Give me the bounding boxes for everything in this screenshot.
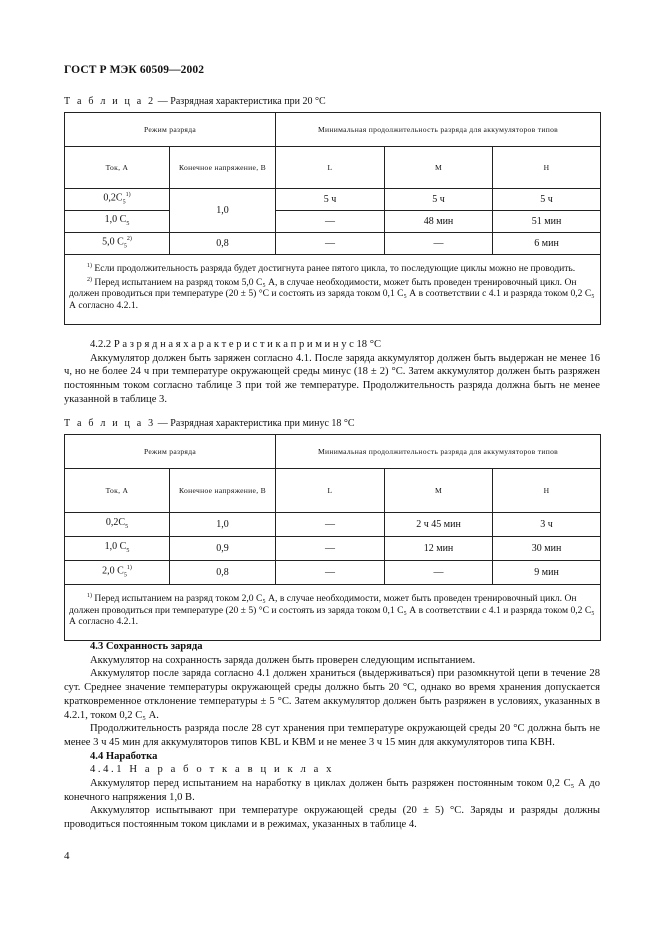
table2-col-M: M: [385, 147, 493, 189]
table2-r1-current: $0,2C_5^{1)}$: [65, 189, 170, 211]
page-number: 4: [64, 850, 70, 862]
table3-note1: $^{1)}$ Перед испытанием на разряд током 2,0 C₅ А, в случае необходимости, может быть проведен тренировочный цикл. Он должен проводиться при температуре (20 ± 5) °С и состоять из заряда током 0,1 C₅ А в соответствии с 4.1 и разряда током 0,2 C₅ А согласно 4.2.1.: [69, 593, 595, 627]
document-header: ГОСТ Р МЭК 60509—2002: [64, 64, 205, 76]
table3-r3-L: —: [276, 561, 385, 585]
table3-caption: [64, 418, 355, 429]
table3-r3-current: 2,0 $C_5^{1)}$: [65, 561, 170, 585]
table3-col-current: Ток, А: [65, 469, 170, 513]
table3: [64, 434, 601, 641]
table2-col-H: H: [493, 147, 601, 189]
section-4-4-p1: Аккумулятор перед испытанием на наработку в циклах должен быть разряжен постоянным током 0,2 C₅ А до конечного напряжения 1,0 В.: [64, 778, 600, 803]
table3-r2-voltage: 0,9: [170, 537, 276, 561]
table3-r1-L: —: [276, 513, 385, 537]
table2-col-L: L: [276, 147, 385, 189]
section-4-3-p3: Продолжительность разряда после 28 сут хранения при температуре окружающей среды 20 °С должна быть не менее 3 ч 45 мин для аккумуляторов типов KBL и KBM и не менее 3 ч 15 мин для аккумуляторов типа KBH.: [64, 723, 600, 748]
section-4-2-2: [64, 338, 600, 407]
section-4-4-1-title: 4.4.1 Н а р а б о т к а в ц и к л а х: [90, 764, 335, 776]
section-4-3-p1: Аккумулятор на сохранность заряда должен быть проверен следующим испытанием.: [90, 654, 476, 666]
table2-r3-M: —: [385, 233, 493, 255]
table2-r1-M: 5 ч: [385, 189, 493, 211]
table3-notes: [65, 585, 601, 641]
table2-note1: $^{1)}$ Если продолжительность разряда будет достигнута ранее пятого цикла, то последующие циклы можно не проводить.: [87, 263, 576, 275]
section-4-2-2-title: 4.2.2 Р а з р я д н а я х а р а к т е р и с т и к а п р и м и н у с 18 °С: [90, 339, 382, 350]
table2-head-min: Минимальная продолжительность разряда для аккумуляторов типов: [276, 113, 601, 147]
table2-caption-text: — Разрядная характеристика при 20 °С: [155, 96, 326, 107]
table3-head-min: Минимальная продолжительность разряда для аккумуляторов типов: [276, 435, 601, 469]
table3-r1-H: 3 ч: [493, 513, 601, 537]
section-4-4-p2: Аккумулятор испытывают при температуре окружающей среды (20 ± 5) °С. Заряды и разряды должны проводиться постоянным током циклами и в режимах, указанных в таблице 4.: [64, 805, 600, 831]
table2-r2-H: 51 мин: [493, 211, 601, 233]
table2-head-mode: Режим разряда: [65, 113, 276, 147]
table3-r2-M: 12 мин: [385, 537, 493, 561]
table2-r3-voltage: 0,8: [170, 233, 276, 255]
table3-r1-current: $0,2C_5$: [65, 513, 170, 537]
table2-r2-L: —: [276, 211, 385, 233]
table3-col-M: M: [385, 469, 493, 513]
table2-r3-L: —: [276, 233, 385, 255]
table2-col-current: Ток, А: [65, 147, 170, 189]
table3-r2-H: 30 мин: [493, 537, 601, 561]
section-4-4-title: 4.4 Наработка: [90, 750, 158, 762]
table3-caption-text: — Разрядная характеристика при минус 18 °С: [155, 418, 355, 429]
table3-r1-voltage: 1,0: [170, 513, 276, 537]
table2-r2-current: 1,0 $C_5$: [65, 211, 170, 233]
table2-r2-M: 48 мин: [385, 211, 493, 233]
table2-r3-current: 5,0 $C_5^{2)}$: [65, 233, 170, 255]
section-4-2-2-text: Аккумулятор должен быть заряжен согласно 4.1. После заряда аккумулятор должен быть выдержан не менее 16 ч, но не более 24 ч при температуре окружающей среды минус (18 ± 2) °С. Затем аккумулятор должен быть разряжен постоянным током согласно таблице 3 при той же температуре. Продолжительность разряда должна быть не менее указанной в таблице 3.: [64, 352, 600, 405]
table2-col-voltage: Конечное напряжение, В: [170, 147, 276, 189]
section-4-3-title: 4.3 Сохранность заряда: [90, 641, 203, 652]
table3-r3-M: —: [385, 561, 493, 585]
table2-caption-prefix: Т а б л и ц а 2: [64, 96, 156, 107]
table2-r1-H: 5 ч: [493, 189, 601, 211]
table3-head-mode: Режим разряда: [65, 435, 276, 469]
section-4-3-p2: Аккумулятор после заряда согласно 4.1 должен храниться (выдерживаться) при разомкнутой цепи в течение 28 сут. Среднее значение температуры окружающей среды должно быть 20 °С, однако во время хранения допускается кратковременное отклонение температуры ± 5 °С. Затем аккумулятор должен быть разряжен в условиях, указанных в 4.2.1, током 0,2 C₅ А.: [64, 668, 600, 721]
table2-r3-H: 6 мин: [493, 233, 601, 255]
table2-r1-L: 5 ч: [276, 189, 385, 211]
section-4-3: [64, 640, 600, 832]
table2-notes: [65, 255, 601, 325]
table3-r2-L: —: [276, 537, 385, 561]
table2-caption: [64, 96, 326, 107]
table3-r3-voltage: 0,8: [170, 561, 276, 585]
table3-r3-H: 9 мин: [493, 561, 601, 585]
table3-col-H: H: [493, 469, 601, 513]
table3-r1-M: 2 ч 45 мин: [385, 513, 493, 537]
table3-r2-current: 1,0 $C_5$: [65, 537, 170, 561]
table2-note2: $^{2)}$ Перед испытанием на разряд током 5,0 C₅ А, в случае необходимости, может быть проведен тренировочный цикл. Он должен проводиться при температуре (20 ± 5) °С и состоять из заряда током 0,1 C₅ А в соответствии с 4.1 и разряда током 0,2 C₅ А согласно 4.2.1.: [69, 276, 595, 311]
table3-caption-prefix: Т а б л и ц а 3: [64, 418, 156, 429]
table2: [64, 112, 601, 325]
table2-r12-voltage: 1,0: [170, 189, 276, 233]
table3-col-voltage: Конечное напряжение, В: [170, 469, 276, 513]
table3-col-L: L: [276, 469, 385, 513]
